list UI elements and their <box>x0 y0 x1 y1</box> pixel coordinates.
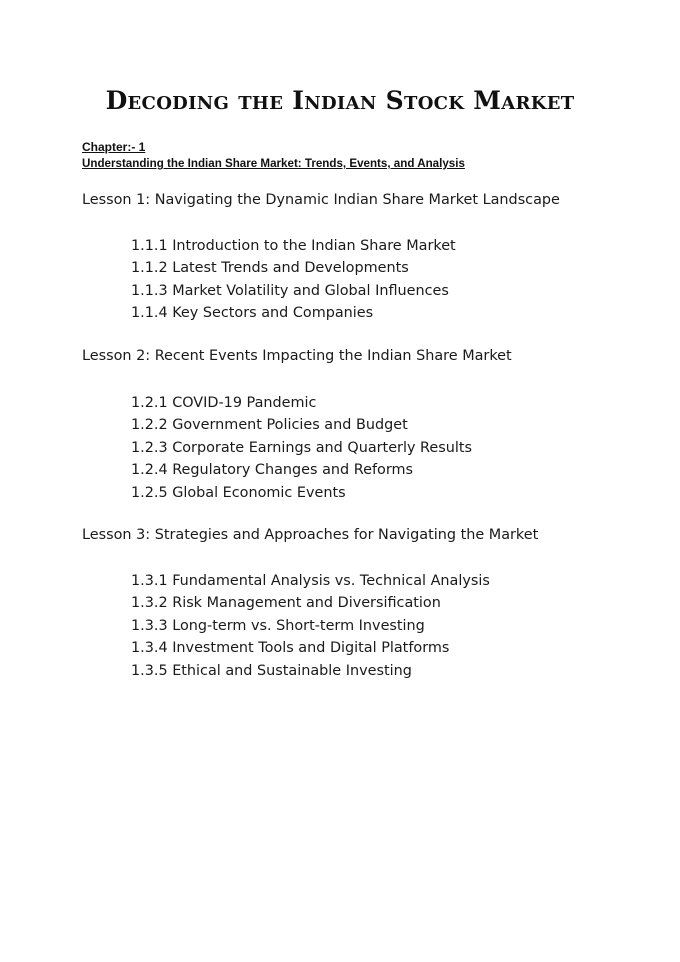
list-item: 1.2.2 Government Policies and Budget <box>131 417 408 434</box>
document-title: Decoding the Indian Stock Market <box>105 86 575 115</box>
list-item: 1.3.5 Ethical and Sustainable Investing <box>131 662 412 679</box>
lesson-2-topics <box>131 392 472 504</box>
list-item: 1.3.4 Investment Tools and Digital Platforms <box>131 640 450 657</box>
lesson-2-heading: Lesson 2: Recent Events Impacting the Indian Share Market <box>82 348 512 364</box>
chapter-subtitle: Understanding the Indian Share Market: Trends, Events, and Analysis <box>82 157 465 170</box>
lesson-3-topics <box>131 570 490 682</box>
list-item: 1.3.3 Long-term vs. Short-term Investing <box>131 617 425 634</box>
list-item: 1.1.3 Market Volatility and Global Influences <box>131 282 449 299</box>
list-item: 1.3.2 Risk Management and Diversification <box>131 595 441 612</box>
lesson-3-heading: Lesson 3: Strategies and Approaches for Navigating the Market <box>82 527 539 543</box>
list-item: 1.2.3 Corporate Earnings and Quarterly Results <box>131 439 473 456</box>
chapter-label: Chapter:- 1 <box>82 140 146 154</box>
list-item: 1.1.4 Key Sectors and Companies <box>131 305 374 322</box>
list-item: 1.3.1 Fundamental Analysis vs. Technical Analysis <box>131 573 490 589</box>
list-item: 1.2.1 COVID-19 Pandemic <box>131 395 317 411</box>
list-item: 1.1.2 Latest Trends and Developments <box>131 260 409 277</box>
list-item: 1.1.1 Introduction to the Indian Share Market <box>131 238 456 254</box>
lesson-1-heading: Lesson 1: Navigating the Dynamic Indian Share Market Landscape <box>82 192 560 208</box>
lesson-1-topics <box>131 235 456 325</box>
list-item: 1.2.4 Regulatory Changes and Reforms <box>131 462 413 479</box>
list-item: 1.2.5 Global Economic Events <box>131 484 346 501</box>
